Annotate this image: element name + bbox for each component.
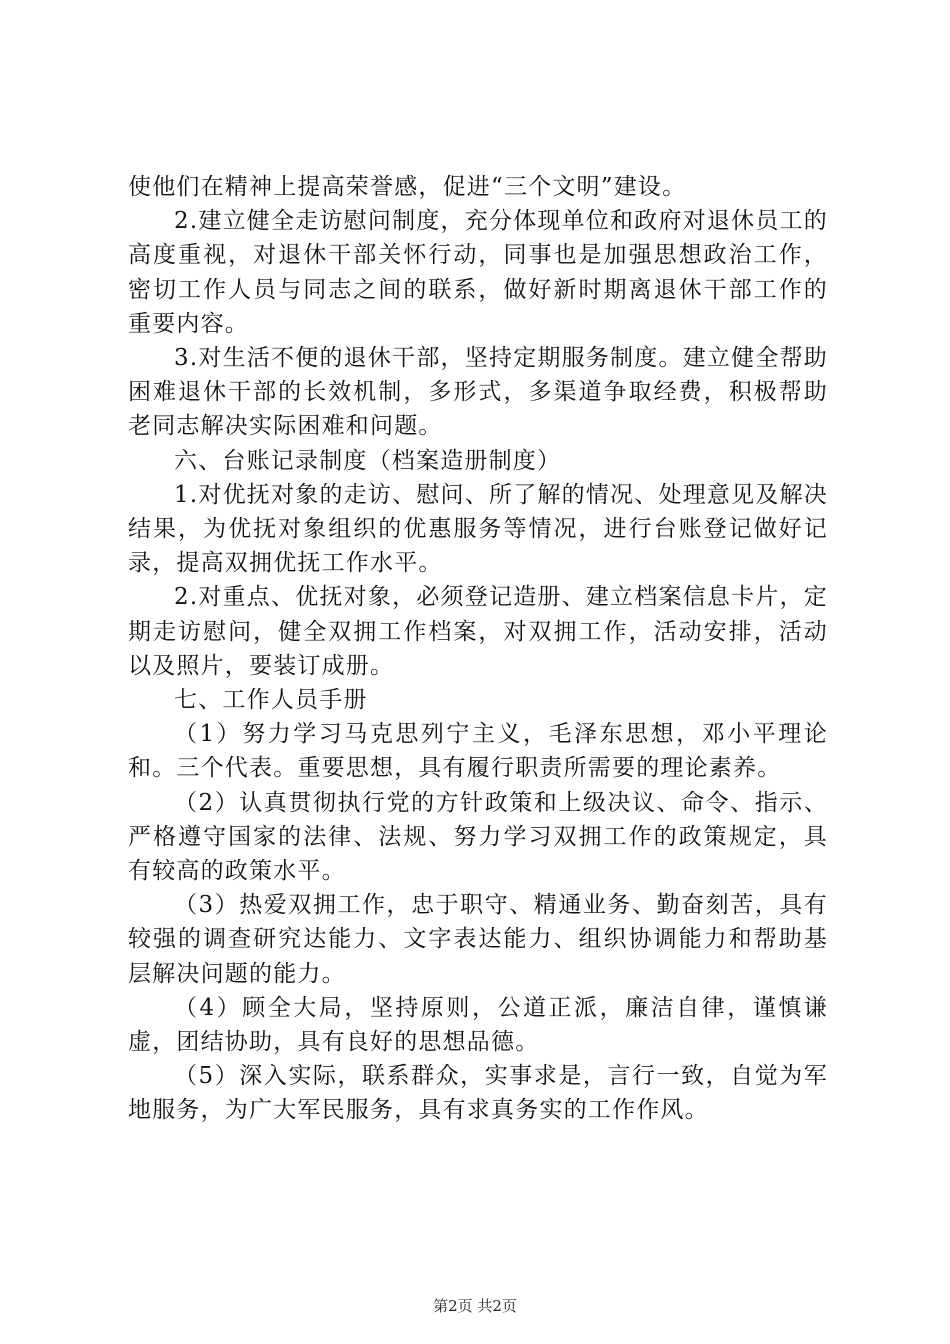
paragraph-item-2-visits: 2.建立健全走访慰问制度，充分体现单位和政府对退休员工的高度重视，对退休干部关怀行动，同事也是加强思想政治工作，密切工作人员与同志之间的联系，做好新时期离退休干部工作的重要内容。 [128,208,828,337]
paragraph-ledger-item-1: 1.对优抚对象的走访、慰问、所了解的情况、处理意见及解决结果，为优抚对象组织的优惠服务等情况，进行台账登记做好记录，提高双拥优抚工作水平。 [128,481,828,577]
section-heading-six: 六、台账记录制度（档案造册制度） [174,447,562,474]
section-heading-seven: 七、工作人员手册 [174,687,368,714]
paragraph-handbook-item-4: （4）顾全大局，坚持原则，公道正派，廉洁自律，谨慎谦虚，团结协助，具有良好的思想品德。 [128,994,828,1056]
paragraph-ledger-item-2: 2.对重点、优抚对象，必须登记造册、建立档案信息卡片，定期走访慰问，健全双拥工作档案，对双拥工作，活动安排，活动以及照片，要装订成册。 [128,584,828,679]
paragraph-handbook-item-2: （2）认真贯彻执行党的方针政策和上级决议、命令、指示、严格遵守国家的法律、法规、努力学习双拥工作的政策规定，具有较高的政策水平。 [128,789,828,885]
document-body [128,170,828,1128]
paragraph-handbook-item-5: （5）深入实际，联系群众，实事求是，言行一致，自觉为军地服务，为广大军民服务，具有求真务实的工作作风。 [128,1063,828,1124]
page-number-footer: 第2页 共2页 [433,1297,517,1315]
paragraph-handbook-item-3: （3）热爱双拥工作，忠于职守、精通业务、勤奋刻苦，具有较强的调查研究达能力、文字表达能力、组织协调能力和帮助基层解决问题的能力。 [128,892,828,987]
paragraph-handbook-item-1: （1）努力学习马克思列宁主义，毛泽东思想，邓小平理论和。三个代表。重要思想，具有履行职责所需要的理论素养。 [128,721,828,782]
paragraph-item-3-service: 3.对生活不便的退休干部，坚持定期服务制度。建立健全帮助困难退休干部的长效机制，多形式，多渠道争取经费，积极帮助老同志解决实际困难和问题。 [128,345,828,440]
paragraph-continuation: 使他们在精神上提高荣誉感，促进“三个文明”建设。 [128,174,687,200]
